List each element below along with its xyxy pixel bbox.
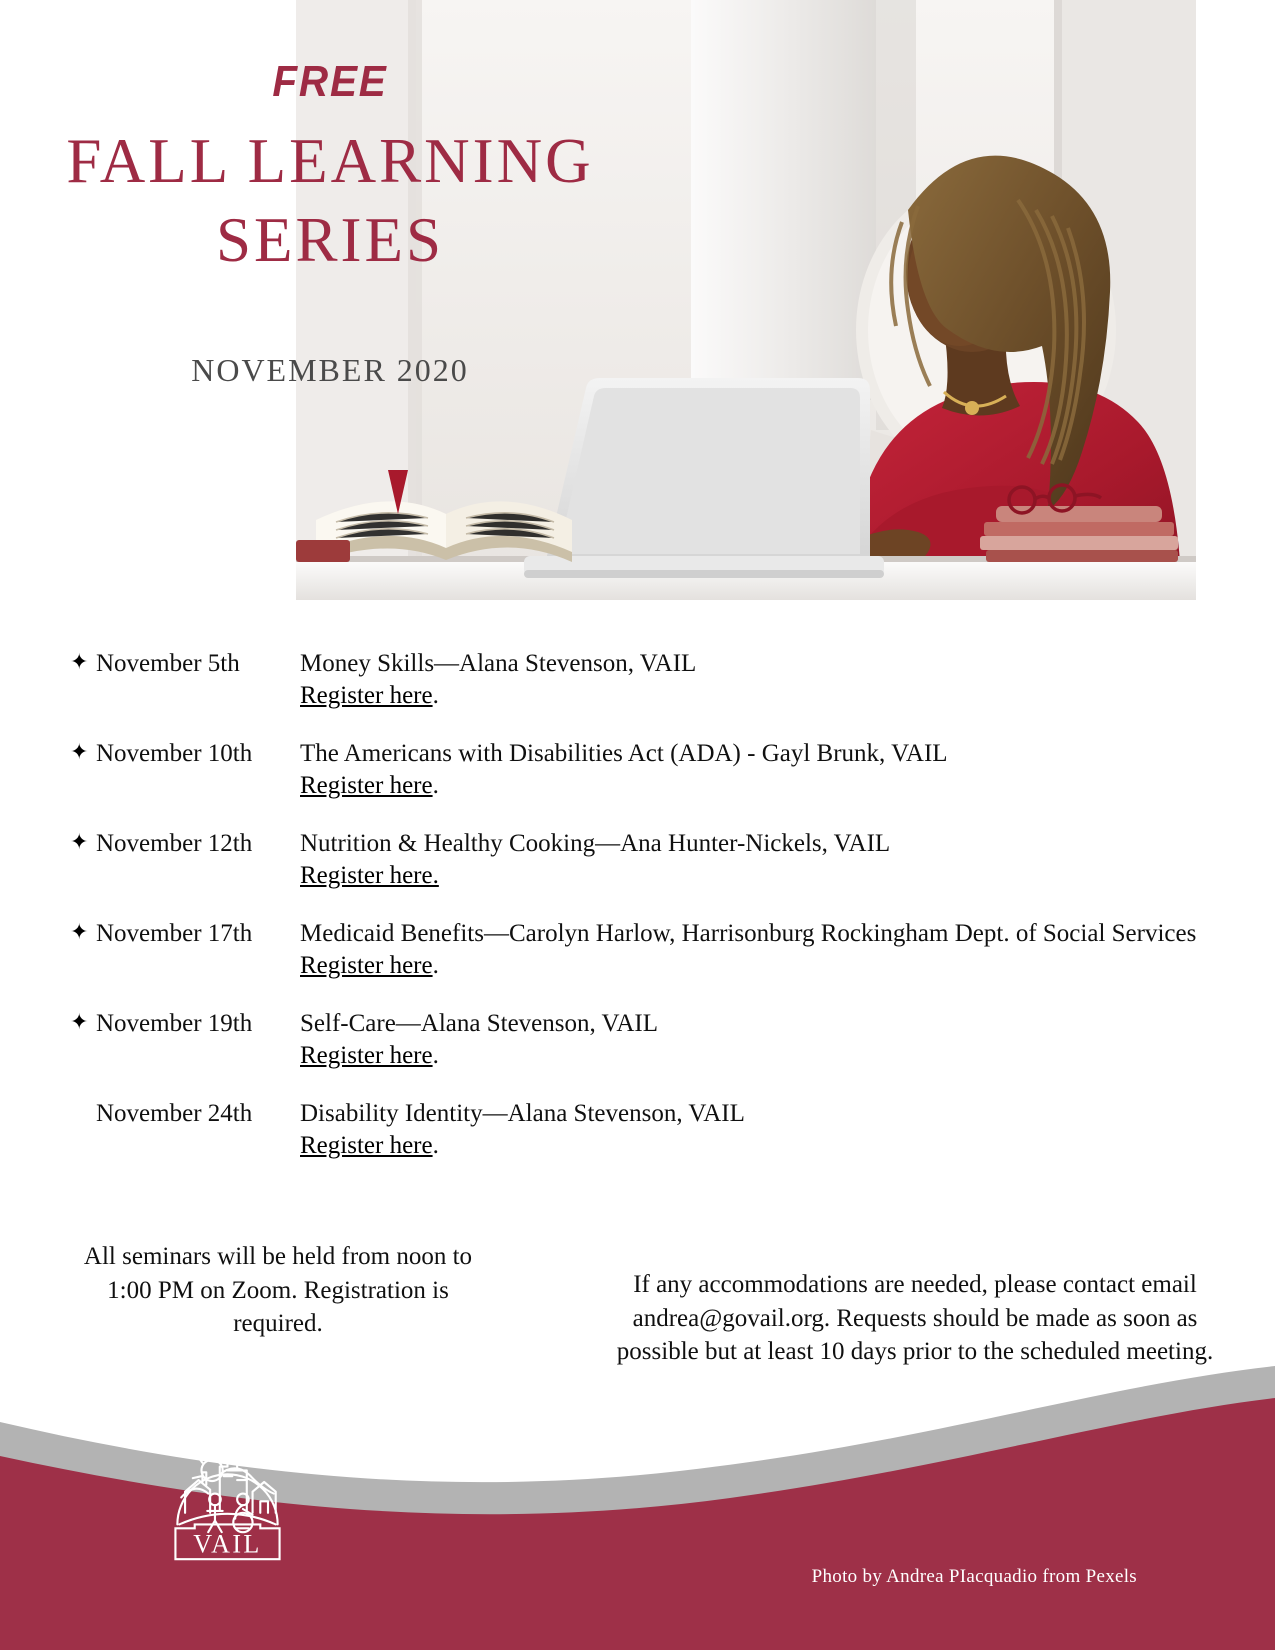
register-line	[300, 860, 1215, 892]
four-point-star-bullet-icon: ✦	[70, 829, 89, 854]
photo-credit: Photo by Andrea PIacquadio from Pexels	[811, 1566, 1137, 1587]
hero-section	[0, 0, 1275, 632]
register-suffix: .	[432, 772, 439, 799]
event-date-cell	[0, 828, 300, 860]
register-here-link[interactable]: Register here	[300, 952, 433, 979]
schedule-event-row	[0, 828, 1275, 892]
schedule-event-row	[0, 1098, 1275, 1162]
four-point-star-bullet-icon: ✦	[70, 649, 89, 674]
event-detail-cell	[300, 828, 1275, 892]
event-date: November 10th	[96, 740, 253, 767]
svg-text:VAIL: VAIL	[193, 1529, 262, 1559]
event-date-cell	[0, 648, 300, 680]
schedule-event-row	[0, 648, 1275, 712]
title-line-1: FALL LEARNING	[66, 126, 594, 196]
event-date: November 19th	[96, 1010, 253, 1037]
schedule-event-row	[0, 1008, 1275, 1072]
title-line-2: SERIES	[215, 204, 445, 275]
event-date-cell	[0, 1098, 300, 1130]
four-point-star-bullet-icon: ✦	[70, 1009, 89, 1034]
event-detail-cell	[300, 1008, 1275, 1072]
register-line	[300, 1040, 1215, 1072]
register-line	[300, 680, 1215, 712]
register-suffix: .	[432, 1132, 439, 1159]
register-suffix: .	[432, 1042, 439, 1069]
event-date: November 12th	[96, 830, 253, 857]
event-detail-cell	[300, 738, 1275, 802]
register-line	[300, 770, 1215, 802]
four-point-star-bullet-icon: ✦	[70, 919, 89, 944]
vail-logo-icon	[160, 1428, 295, 1563]
register-line	[300, 1130, 1215, 1162]
register-suffix: .	[432, 952, 439, 979]
footer-banner	[0, 1360, 1275, 1650]
schedule-event-row	[0, 738, 1275, 802]
event-detail-cell	[300, 918, 1275, 982]
event-date-cell	[0, 1008, 300, 1040]
event-title: Self-Care—Alana Stevenson, VAIL	[300, 1010, 659, 1037]
event-title: Disability Identity—Alana Stevenson, VAIL	[300, 1100, 745, 1127]
series-month-label: NOVEMBER 2020	[191, 351, 469, 388]
schedule-list	[0, 648, 1275, 1188]
event-title: Medicaid Benefits—Carolyn Harlow, Harrisonburg Rockingham Dept. of Social Services	[300, 920, 1197, 947]
register-here-link[interactable]: Register here	[300, 1132, 433, 1159]
register-here-link[interactable]: Register here	[300, 1042, 433, 1069]
event-title: Nutrition & Healthy Cooking—Ana Hunter-Nickels, VAIL	[300, 830, 891, 857]
register-suffix: .	[432, 682, 439, 709]
event-date: November 17th	[96, 920, 253, 947]
event-title: The Americans with Disabilities Act (ADA) - Gayl Brunk, VAIL	[300, 740, 948, 767]
event-title: Money Skills—Alana Stevenson, VAIL	[300, 650, 697, 677]
event-detail-cell	[300, 648, 1275, 712]
vail-logo	[160, 1428, 295, 1563]
event-date: November 24th	[96, 1100, 253, 1127]
event-detail-cell	[300, 1098, 1275, 1162]
register-here-link[interactable]: Register here	[300, 682, 433, 709]
event-date-cell	[0, 738, 300, 770]
schedule-event-row	[0, 918, 1275, 982]
page-title	[0, 122, 660, 280]
free-label: FREE	[272, 57, 388, 106]
seminar-details-note: All seminars will be held from noon to 1:00 PM on Zoom. Registration is required.	[83, 1243, 473, 1337]
register-here-link[interactable]: Register here.	[300, 862, 439, 889]
four-point-star-bullet-icon: ✦	[70, 739, 89, 764]
register-line	[300, 950, 1215, 982]
event-date-cell	[0, 918, 300, 950]
title-block	[0, 57, 660, 389]
register-here-link[interactable]: Register here	[300, 772, 433, 799]
accommodations-note: If any accommodations are needed, please contact email andrea@govail.org. Requests should be made as soon as possible but at least 10 days prior to the scheduled meeting.	[616, 1271, 1214, 1365]
event-date: November 5th	[96, 650, 240, 677]
